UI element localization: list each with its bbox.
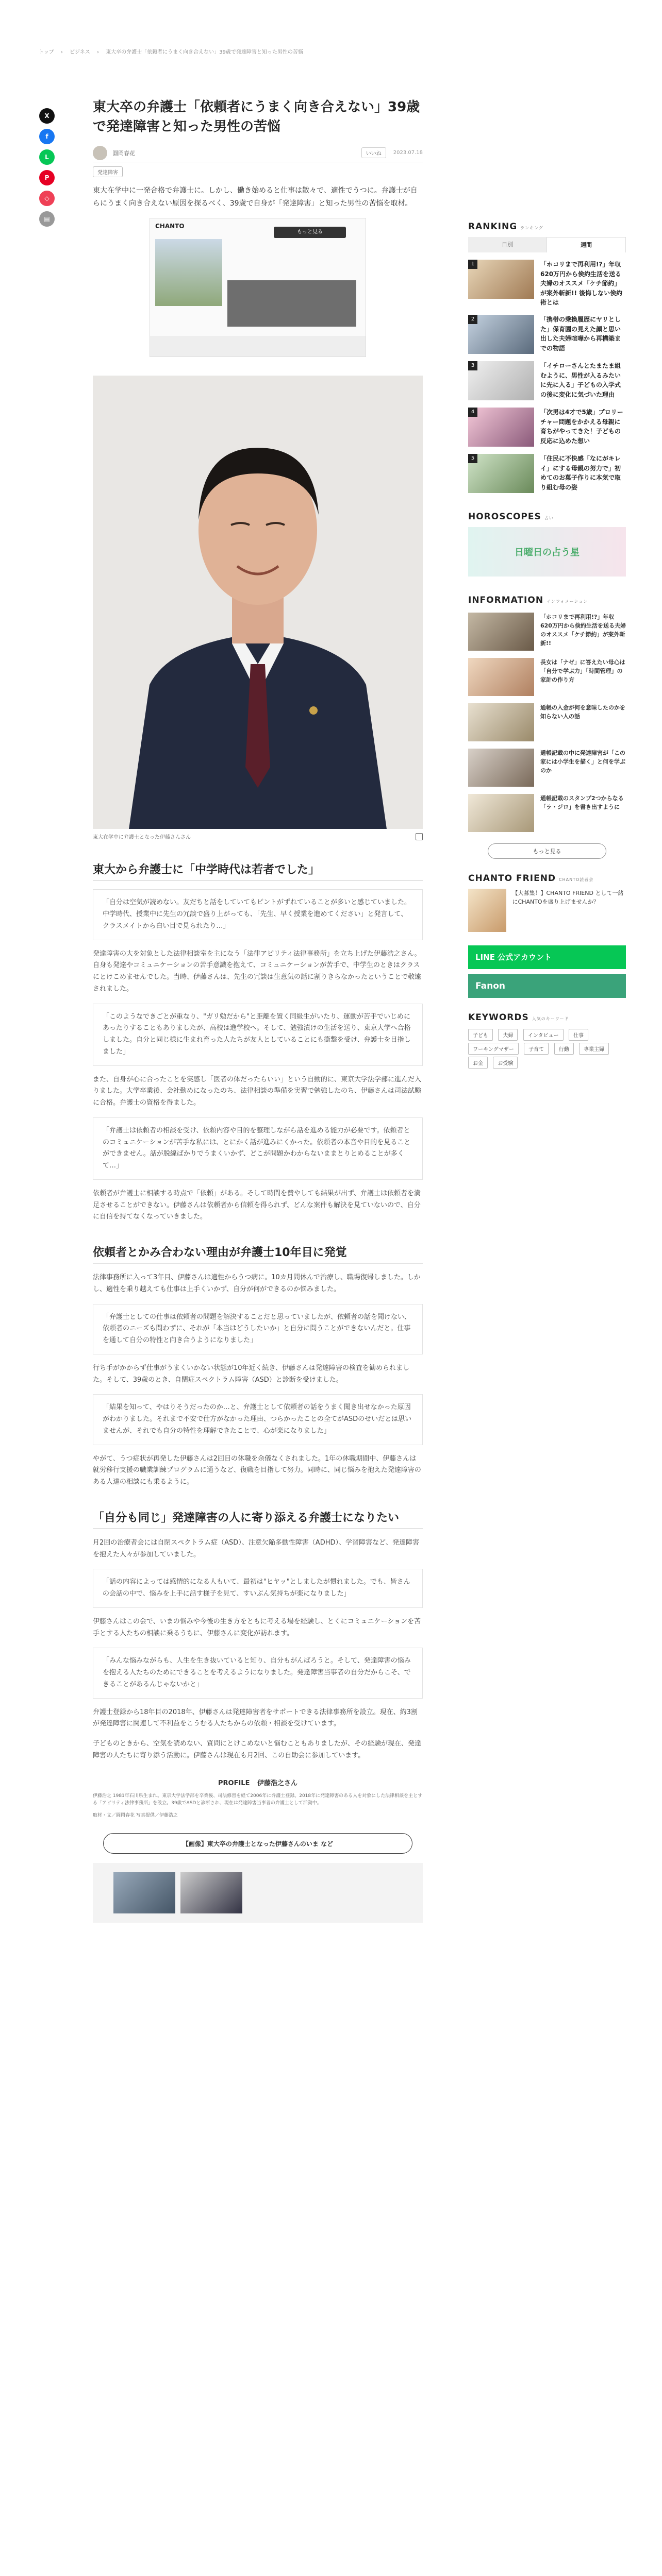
info-item[interactable]: 長女は「ナゼ」に答えたい母心は「自分で学ぶ力」「時間管理」の家計の作り方 [468, 658, 626, 696]
quote-block: 「自分は空気が読めない。友だちと話をしていてもピントがずれていることが多いと感じていました。中学時代、授業中に先生の冗談で盛り上がっても、「先生、早く授業を進めてください」と発言して、クラスメイトから白い目で見られたり…」 [93, 889, 423, 940]
section-heading-2: 依頼者とかみ合わない理由が弁護士10年目に発覚 [93, 1244, 423, 1264]
keyword-tag[interactable]: 行動 [554, 1043, 574, 1055]
info-item[interactable]: 「ホコリまで再利用!?」年収620万円から倹約生活を送る夫婦のオススメ「ケチ節約」が案外斬新!! [468, 613, 626, 651]
keyword-tag[interactable]: お受験 [493, 1057, 518, 1069]
profile-heading [93, 1777, 423, 1787]
breadcrumb-sep: › [96, 49, 99, 55]
paragraph: また、自身が心に合ったことを実感し「医者の体だったらいい」という自動的に、東京大学法学部に進んだ入りました。大学卒業後、会社勤めになったのち、法律相談の準備を実習で勉強したのち、伊藤さんは司法試験に合格。弁護士の資格を得ました。 [93, 1075, 422, 1107]
info-item[interactable]: 通帳記載の中に発達障害が「この家には小学生を描く」と何を学ぶのか [468, 749, 626, 787]
breadcrumb-sep: › [60, 49, 63, 55]
keyword-tag[interactable]: ワーキングマザー [468, 1043, 519, 1055]
tab-weekly[interactable]: 週間 [547, 237, 626, 252]
horoscope-banner[interactable]: 日曜日の占う星 [468, 527, 626, 577]
gallery-icon[interactable] [416, 833, 423, 840]
quote-block: 「話の内容によっては感情的になる人もいて、最初は"ヒヤッ"としましたが慣れました。でも、皆さんの会話の中で、悩みを上手に話す様子を見て、すいぶん気持ちが楽になりました」 [93, 1569, 423, 1608]
ranking-heading: RANKING ランキング [468, 222, 543, 232]
paragraph: 弁護士登録から18年目の2018年、伊藤さんは発達障害者をサポートできる法律事務所を設立。現在、約3割が発達障害に関連して不利益をこうむる人たちからの依頼・相談を受けています。 [93, 1708, 418, 1728]
breadcrumb-current: 東大卒の弁護士「依頼者にうまく向き合えない」39歳で発達障害と知った男性の苦悩 [106, 49, 303, 55]
related-thumb[interactable] [180, 1872, 242, 1913]
article-lead: 東大在学中に一発合格で弁護士に。しかし、働き始めると仕事は散々で、適性でうつに。弁護士が自らにうまく向き合えない原因を探るべく、39歳で自身が「発達障害」と知った男性の苦悩を取材。 [93, 187, 418, 208]
embed-overlay [227, 280, 356, 327]
tab-daily[interactable]: 日別 [468, 237, 547, 252]
ranking-item[interactable]: 1 「ホコリまで再利用!?」年収620万円から倹約生活を送る夫婦のオススメ「ケチ節約」が案外斬新!! 後悔しない倹約術とは [468, 260, 626, 308]
author-row [93, 144, 423, 162]
pinterest-icon[interactable]: P [39, 170, 55, 185]
quote-block: 「このようなできごとが重なり、"ガリ勉だから"と距離を置く同級生がいたり、運動が苦手でいじめにあったりすることもありましたが、高校は進学校へ。そして、勉強漬けの生活を送り、東京大学へ合格しました。自分と同じ様に生まれ育った人たちが友人としていることにも衝撃を受け、弁護士を目指しました」 [93, 1004, 423, 1066]
friend-heading: CHANTO FRIEND CHANTO読者会 [468, 873, 594, 884]
lawyer-portrait [93, 376, 423, 829]
paragraph: 月2回の治療者会には自閉スペクトラム症（ASD）、注意欠陥多動性障害（ADHD）、学習障害など、発達障害を抱えた人々が参加していました。 [93, 1538, 419, 1558]
paragraph: やがて、うつ症状が再発した伊藤さんは2回目の休職を余儀なくされました。1年の休職期間中、伊藤さんは就労移行支援の職業訓練プログラムに通うなど、復職を目指して努力。同時に、同じ悩みを抱えた発達障害のある人達の相談にも乗るように。 [93, 1454, 421, 1486]
section-heading-3: 「自分も同じ」発達障害の人に寄り添える弁護士になりたい [93, 1509, 423, 1529]
article-tag[interactable]: 発達障害 [93, 166, 123, 177]
paragraph: 法律事務所に入って3年目、伊藤さんは適性からうつ病に。10カ月間休んで治療し、職場復帰しました。しかし、適性を乗り越えても仕事は上手くいかず、自分が何ができるのか悩みました。 [93, 1274, 421, 1293]
pocket-icon[interactable]: ◇ [39, 191, 55, 206]
print-icon[interactable]: ▤ [39, 211, 55, 227]
keyword-tag[interactable]: 仕事 [569, 1029, 588, 1041]
paragraph: 子どものときから、空気を読めない、質問にとけこめないと悩むこともありましたが、その経験が現在、発達障害の人たちに寄り添う活動に。伊藤さんは現在も月2回、この自助会に参加しています。 [93, 1740, 422, 1759]
paragraph: 行ち手がかからず仕事がうまくいかない状態が10年近く続き、伊藤さんは発達障害の検査を勧められました。そして、39歳のとき、自閉症スペクトラム障害（ASD）と診断を受けました。 [93, 1364, 410, 1384]
quote-block: 「弁護士は依頼者の相談を受け、依頼内容や目的を整理しながら話を進める能力が必要です。依頼者とのコミュニケーションが苦手な私には、とにかく話が進みにくかった。依頼者の本音や目的を見ることができません。話が脱線ばかりでうまくいかず、どこが問題かわからないままとりとめることが多くて…」 [93, 1117, 423, 1180]
breadcrumb [39, 47, 308, 55]
photo-caption: 東大在学中に弁護士となった伊藤さんさん [93, 834, 191, 840]
like-button[interactable]: いいね [361, 147, 386, 158]
author-avatar [93, 146, 107, 160]
keyword-list [468, 1027, 626, 1069]
quote-block: 「みんな悩みながらも、人生を生き抜いていると知り、自分もがんばろうと。そして、発達障害の悩みを抱える人たちのためにできることを考えるようになりました。発達障害当事者の自分だからこそ、できることがあるんじゃないかと」 [93, 1648, 423, 1698]
info-item[interactable]: 通帳記載のスタンプ2つからなる「ラ・ジロ」を書き出すように [468, 794, 626, 832]
keywords-heading: KEYWORDS 人気のキーワード [468, 1012, 569, 1023]
keyword-tag[interactable]: 専業主婦 [579, 1043, 609, 1055]
profile-text: 伊藤浩之 1981年石川県生まれ。東京大学法学部を卒業後、司法修習を経て2006年に弁護士登録。2018年に発達障害のある人を対象にした法律相談を主とする「アピリティ法律事務所」を設立。39歳でASDと診断され、現在は発達障害当事者の弁護士として活動中。 [93, 1793, 423, 1806]
chanto-logo: CHANTO [155, 223, 185, 230]
paragraph: 依頼者が弁護士に相談する時点で「依頼」がある。そして時間を費やしても結果が出ず、弁護士は依頼者を満足させることができない。伊藤さんは依頼者から信頼を得られず、どんな案件も解決を見ていないので、自分に自信を持てなくなっていきました。 [93, 1189, 421, 1221]
horoscope-heading: HOROSCOPES 占い [468, 511, 554, 522]
ranking-tabs [468, 237, 626, 252]
related-thumbs [93, 1863, 423, 1923]
article [93, 98, 423, 1923]
sidebar [468, 222, 626, 1069]
related-thumb[interactable] [113, 1872, 175, 1913]
information-heading: INFORMATION インフォメーション [468, 595, 588, 605]
paragraph: 伊藤さんはこの会で、いまの悩みや今後の生き方をともに考える場を経験し、とくにコミュニケーションを苦手とする人たちの相談に乗るうちに、伊藤さんに変化が訪れます。 [93, 1617, 421, 1637]
line-icon[interactable]: L [39, 149, 55, 165]
keyword-tag[interactable]: インタビュー [523, 1029, 564, 1041]
section-heading-1: 東大から弁護士に「中学時代は若者でした」 [93, 861, 423, 881]
x-icon[interactable]: X [39, 108, 55, 124]
keyword-tag[interactable]: 子育て [524, 1043, 549, 1055]
article-photo [93, 376, 423, 829]
breadcrumb-home[interactable]: トップ [39, 49, 54, 55]
ranking-item[interactable]: 2 「携帯の乗換履歴にヤリとした」保育園の見えた顔と思い出した夫婦喧嘩から再構築までの物語 [468, 315, 626, 354]
ranking-item[interactable]: 4 「次男は4才で5歳」プロリーチャー問題をかかえる母親に育ちがやってきた！子どもの反応に込めた想い [468, 408, 626, 447]
keyword-tag[interactable]: お金 [468, 1057, 488, 1069]
embed-more-button[interactable]: もっと見る [274, 227, 346, 238]
publish-date: 2023.07.18 [393, 150, 423, 156]
facebook-icon[interactable]: f [39, 129, 55, 144]
friend-text: 【大募集！】CHANTO FRIEND として一緒にCHANTOを盛り上げませんか？ [512, 889, 624, 906]
author-name[interactable]: 圓岡春花 [112, 149, 135, 157]
quote-block: 「弁護士としての仕事は依頼者の問題を解決することだと思っていましたが、依頼者の話を聞けない、依頼者のニーズも問わずに、それが「本当はどうしたいか」と自分に問うことができないんだと。仕事を通して自分の特性と向き合うようになりました」 [93, 1304, 423, 1354]
info-item[interactable]: 通帳の入金が何を意味したのかを知らない人の話 [468, 703, 626, 741]
ranking-item[interactable]: 3 「イチローさんとたまたま組むように、男性が入るみたいに先に入る」子どもの入学式の後に変化に気づいた理由 [468, 361, 626, 400]
article-credit: 取材・文／圓岡春花 写真提供／伊藤浩之 [93, 1813, 178, 1819]
paragraph: 発達障害の大を対象とした法律相談室を主になう「法律アピリティ法律事務所」を立ち上げた伊藤浩之さん。自身も発達やコミュニケーションの苦手意識を抱えて、コミュニケーションが苦手で、中学生のときはクラスにとけこめませんでした。当時、伊藤さんは、先生の冗談は生意気の話に割りきらなかったということで敬遠されました。 [93, 950, 422, 993]
related-images-button[interactable]: 【画像】東大卒の弁護士となった伊藤さんのいま など [103, 1833, 412, 1854]
profile-name: 伊藤浩之さん [257, 1779, 298, 1787]
profile-label: PROFILE [218, 1779, 250, 1787]
fanon-banner[interactable]: Fanon [468, 974, 626, 998]
breadcrumb-category[interactable]: ビジネス [70, 49, 90, 55]
ranking-item[interactable]: 5 「住民に不快感「なにがキレイ」にする母親の努力で」初めてのお菓子作りに本気で取り組む母の姿 [468, 454, 626, 493]
info-more-button[interactable]: もっと見る [488, 843, 606, 859]
friend-image [468, 889, 506, 932]
keyword-tag[interactable]: 夫婦 [498, 1029, 518, 1041]
friend-card[interactable] [468, 889, 626, 932]
line-banner[interactable]: LINE 公式アカウント [468, 945, 626, 969]
embed-bar [150, 336, 366, 357]
keyword-tag[interactable]: 子ども [468, 1029, 493, 1041]
article-title: 東大卒の弁護士「依頼者にうまく向き合えない」39歳で発達障害と知った男性の苦悩 [93, 99, 420, 134]
embed-card[interactable] [150, 218, 366, 357]
quote-block: 「結果を知って、やはりそうだったのか…と、弁護士として依頼者の話をうまく聞き出せなかった原因がわかりました。それまで不安で仕方がなかった理由、つらかったことの全てがASDのせいだとは思いませんが、それでも自分の特性を理解できたことで、心が楽になりました」 [93, 1394, 423, 1445]
embed-image [155, 239, 222, 306]
